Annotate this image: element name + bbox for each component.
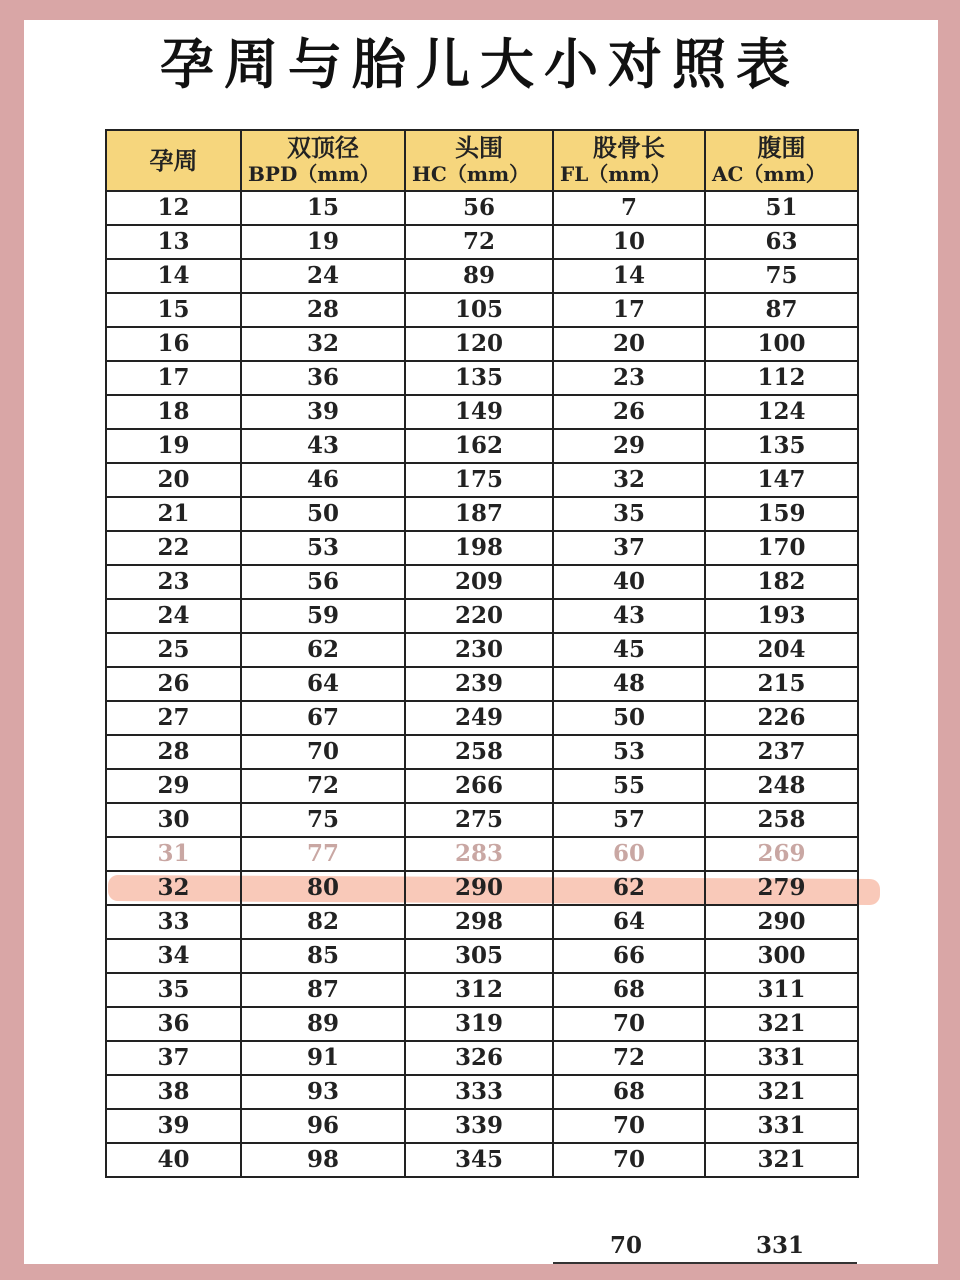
cell-fl: 17: [553, 293, 705, 327]
cell-week: 20: [106, 463, 241, 497]
cell-fl: 14: [553, 259, 705, 293]
table-row: [106, 1007, 858, 1041]
cell-week: 37: [106, 1041, 241, 1075]
cell-bpd: 24: [241, 259, 405, 293]
cell-ac: 226: [705, 701, 858, 735]
cell-ac: 290: [705, 905, 858, 939]
cell-fl: 7: [553, 191, 705, 225]
overflow-ac-value: 331: [756, 1232, 805, 1259]
cell-fl: 72: [553, 1041, 705, 1075]
cell-bpd: 28: [241, 293, 405, 327]
cell-hc: 258: [405, 735, 553, 769]
page-title: 孕周与胎儿大小对照表: [160, 33, 800, 96]
table-row: [106, 225, 858, 259]
cell-week: 15: [106, 293, 241, 327]
cell-ac: 124: [705, 395, 858, 429]
cell-fl: 55: [553, 769, 705, 803]
cell-week: 35: [106, 973, 241, 1007]
cell-bpd: 70: [241, 735, 405, 769]
cell-bpd: 96: [241, 1109, 405, 1143]
cell-week: 34: [106, 939, 241, 973]
cell-bpd: 39: [241, 395, 405, 429]
cell-fl: 45: [553, 633, 705, 667]
cell-hc: 162: [405, 429, 553, 463]
table-row: [106, 837, 858, 871]
cell-week: 40: [106, 1143, 241, 1177]
cell-hc: 149: [405, 395, 553, 429]
cell-hc: 220: [405, 599, 553, 633]
cell-hc: 305: [405, 939, 553, 973]
table-row: [106, 1075, 858, 1109]
cell-week: 21: [106, 497, 241, 531]
cell-ac: 112: [705, 361, 858, 395]
cell-week: 12: [106, 191, 241, 225]
table-row: [106, 769, 858, 803]
cell-week: 33: [106, 905, 241, 939]
cell-ac: 321: [705, 1075, 858, 1109]
header-ac: 腹围 AC（mm）: [705, 130, 858, 191]
cell-bpd: 91: [241, 1041, 405, 1075]
cell-hc: 72: [405, 225, 553, 259]
table-row: [106, 191, 858, 225]
cell-ac: 258: [705, 803, 858, 837]
cell-week: 26: [106, 667, 241, 701]
header-fl: 股骨长 FL（mm）: [553, 130, 705, 191]
cell-fl: 32: [553, 463, 705, 497]
cell-ac: 204: [705, 633, 858, 667]
cell-fl: 64: [553, 905, 705, 939]
cell-ac: 331: [705, 1041, 858, 1075]
table-row: [106, 361, 858, 395]
cell-hc: 135: [405, 361, 553, 395]
header-bpd: 双顶径 BPD（mm）: [241, 130, 405, 191]
cell-week: 28: [106, 735, 241, 769]
cell-fl: 53: [553, 735, 705, 769]
cell-week: 18: [106, 395, 241, 429]
cell-ac: 269: [705, 837, 858, 871]
cell-week: 32: [106, 871, 241, 905]
cell-hc: 339: [405, 1109, 553, 1143]
cell-bpd: 15: [241, 191, 405, 225]
cell-fl: 29: [553, 429, 705, 463]
cell-hc: 283: [405, 837, 553, 871]
cell-hc: 175: [405, 463, 553, 497]
cell-week: 31: [106, 837, 241, 871]
table-row: [106, 327, 858, 361]
cell-hc: 198: [405, 531, 553, 565]
table-row: [106, 395, 858, 429]
cell-bpd: 36: [241, 361, 405, 395]
cell-hc: 105: [405, 293, 553, 327]
cell-bpd: 67: [241, 701, 405, 735]
cell-ac: 331: [705, 1109, 858, 1143]
cell-bpd: 82: [241, 905, 405, 939]
cell-week: 24: [106, 599, 241, 633]
cell-week: 19: [106, 429, 241, 463]
cell-bpd: 87: [241, 973, 405, 1007]
cell-bpd: 32: [241, 327, 405, 361]
cell-week: 29: [106, 769, 241, 803]
cell-ac: 321: [705, 1143, 858, 1177]
cell-fl: 26: [553, 395, 705, 429]
cell-bpd: 80: [241, 871, 405, 905]
cell-bpd: 93: [241, 1075, 405, 1109]
header-hc: 头围 HC（mm）: [405, 130, 553, 191]
cell-ac: 237: [705, 735, 858, 769]
header-week: 孕周: [106, 130, 241, 191]
table-row: [106, 633, 858, 667]
cell-ac: 147: [705, 463, 858, 497]
cell-fl: 70: [553, 1143, 705, 1177]
cell-fl: 50: [553, 701, 705, 735]
cell-hc: 275: [405, 803, 553, 837]
cell-fl: 57: [553, 803, 705, 837]
cell-bpd: 77: [241, 837, 405, 871]
cell-fl: 10: [553, 225, 705, 259]
cell-week: 17: [106, 361, 241, 395]
cell-fl: 68: [553, 973, 705, 1007]
table-row: [106, 1109, 858, 1143]
cell-bpd: 75: [241, 803, 405, 837]
cell-hc: 209: [405, 565, 553, 599]
cell-bpd: 64: [241, 667, 405, 701]
cell-fl: 70: [553, 1007, 705, 1041]
cell-bpd: 53: [241, 531, 405, 565]
cell-fl: 62: [553, 871, 705, 905]
cell-ac: 300: [705, 939, 858, 973]
cell-fl: 48: [553, 667, 705, 701]
cell-bpd: 85: [241, 939, 405, 973]
cell-ac: 170: [705, 531, 858, 565]
cell-ac: 215: [705, 667, 858, 701]
cell-fl: 20: [553, 327, 705, 361]
overflow-underline: [553, 1262, 857, 1264]
cell-ac: 75: [705, 259, 858, 293]
cell-ac: 248: [705, 769, 858, 803]
cell-week: 13: [106, 225, 241, 259]
cell-hc: 187: [405, 497, 553, 531]
cell-week: 23: [106, 565, 241, 599]
cell-ac: 321: [705, 1007, 858, 1041]
cell-hc: 298: [405, 905, 553, 939]
cell-fl: 35: [553, 497, 705, 531]
cell-fl: 66: [553, 939, 705, 973]
cell-week: 14: [106, 259, 241, 293]
table-row: [106, 531, 858, 565]
cell-ac: 279: [705, 871, 858, 905]
table-row: [106, 803, 858, 837]
cell-week: 22: [106, 531, 241, 565]
cell-hc: 249: [405, 701, 553, 735]
cell-bpd: 46: [241, 463, 405, 497]
cell-hc: 326: [405, 1041, 553, 1075]
cell-ac: 135: [705, 429, 858, 463]
cell-ac: 311: [705, 973, 858, 1007]
cell-ac: 159: [705, 497, 858, 531]
cell-fl: 60: [553, 837, 705, 871]
cell-week: 16: [106, 327, 241, 361]
table-row: [106, 667, 858, 701]
cell-hc: 56: [405, 191, 553, 225]
table-row: [106, 735, 858, 769]
cell-fl: 40: [553, 565, 705, 599]
cell-ac: 182: [705, 565, 858, 599]
cell-fl: 68: [553, 1075, 705, 1109]
table-row: [106, 259, 858, 293]
table-row: [106, 429, 858, 463]
cell-week: 25: [106, 633, 241, 667]
cell-bpd: 72: [241, 769, 405, 803]
cell-bpd: 43: [241, 429, 405, 463]
cell-bpd: 50: [241, 497, 405, 531]
cell-hc: 290: [405, 871, 553, 905]
cell-fl: 43: [553, 599, 705, 633]
table-row: [106, 599, 858, 633]
cell-bpd: 89: [241, 1007, 405, 1041]
cell-week: 36: [106, 1007, 241, 1041]
cell-hc: 239: [405, 667, 553, 701]
table-row: [106, 497, 858, 531]
cell-hc: 120: [405, 327, 553, 361]
cell-hc: 266: [405, 769, 553, 803]
table-row: [106, 973, 858, 1007]
table-row: [106, 905, 858, 939]
cell-bpd: 19: [241, 225, 405, 259]
table-row: [106, 463, 858, 497]
overflow-fl-value: 70: [610, 1232, 643, 1259]
cell-fl: 23: [553, 361, 705, 395]
table-row: [106, 565, 858, 599]
cell-ac: 87: [705, 293, 858, 327]
cell-hc: 312: [405, 973, 553, 1007]
table-row: [106, 293, 858, 327]
cell-bpd: 62: [241, 633, 405, 667]
cell-bpd: 59: [241, 599, 405, 633]
cell-fl: 70: [553, 1109, 705, 1143]
table-row: [106, 1143, 858, 1177]
cell-bpd: 98: [241, 1143, 405, 1177]
cell-ac: 193: [705, 599, 858, 633]
table-row: [106, 871, 858, 905]
cell-fl: 37: [553, 531, 705, 565]
table-row: [106, 701, 858, 735]
cell-hc: 89: [405, 259, 553, 293]
cell-hc: 319: [405, 1007, 553, 1041]
cell-hc: 333: [405, 1075, 553, 1109]
cell-hc: 230: [405, 633, 553, 667]
cell-week: 39: [106, 1109, 241, 1143]
cell-week: 38: [106, 1075, 241, 1109]
table-header-row: [106, 130, 858, 191]
cell-week: 27: [106, 701, 241, 735]
cell-hc: 345: [405, 1143, 553, 1177]
cell-ac: 63: [705, 225, 858, 259]
fetal-size-table: [105, 129, 859, 1178]
cell-week: 30: [106, 803, 241, 837]
table-row: [106, 939, 858, 973]
cell-ac: 100: [705, 327, 858, 361]
cell-ac: 51: [705, 191, 858, 225]
table-row: [106, 1041, 858, 1075]
cell-bpd: 56: [241, 565, 405, 599]
